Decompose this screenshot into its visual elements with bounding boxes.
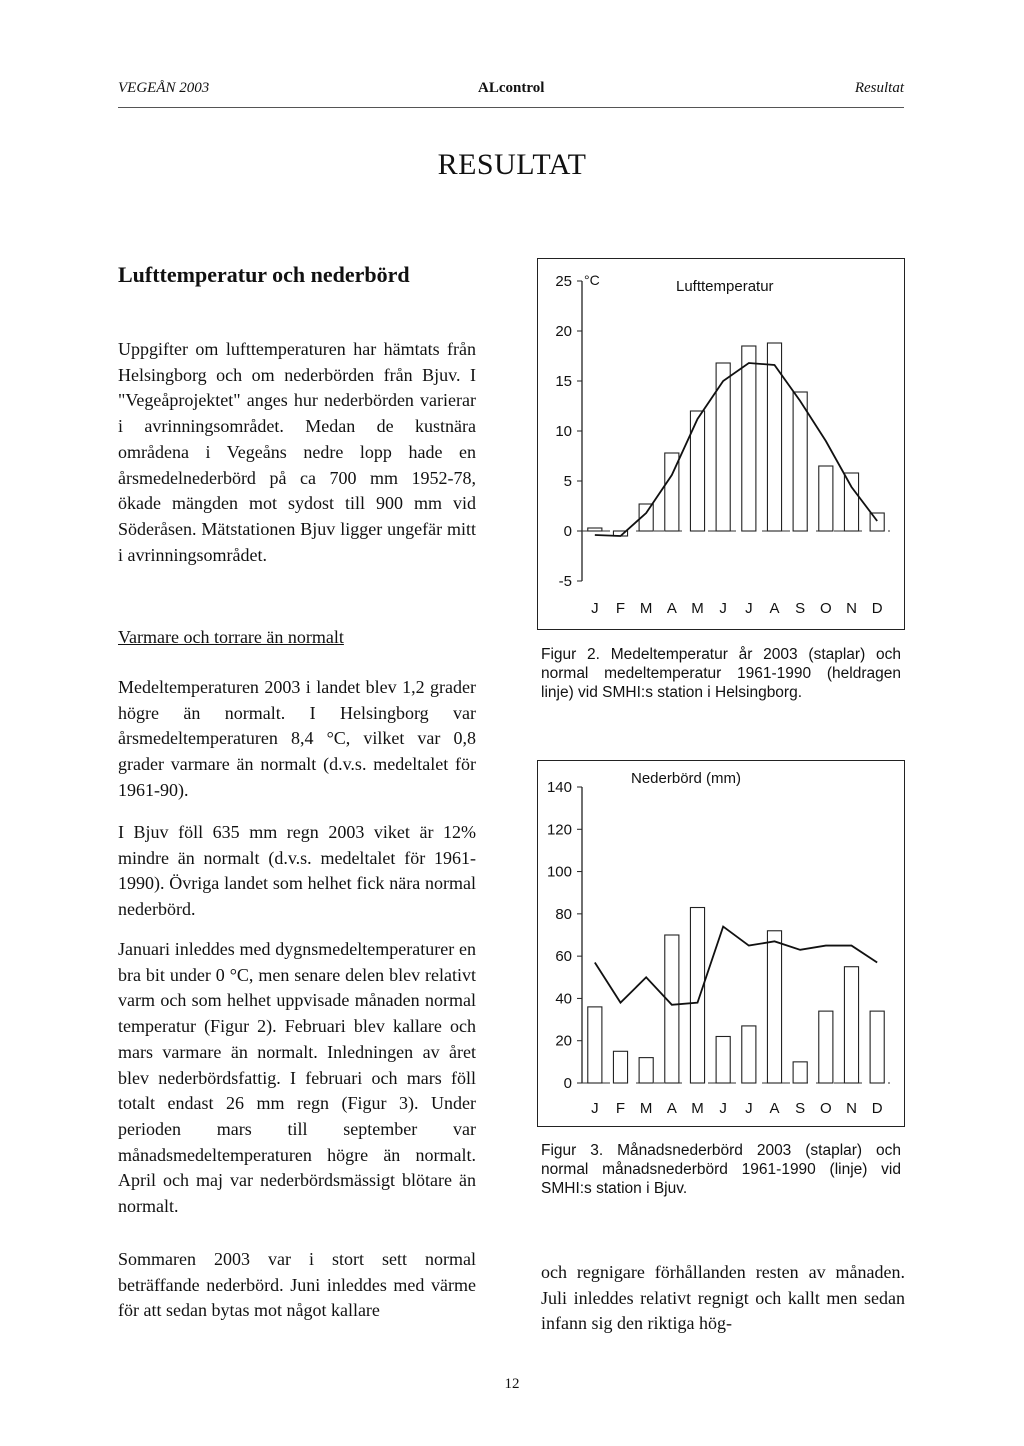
paragraph-1: Uppgifter om lufttemperaturen har hämtats från Helsingborg och om nederbörden från Bjuv. I "Vegeåprojektet" anges hur nederbörden varierar i avrinningsområdet. Medan de kustnära områdena i Vegeåns nedre lopp hade en årsmedelnederbörd på ca 700 mm 1952-78, ökade mängden mot sydost till 900 mm vid Söderåsen. Mätstationen Bjuv ligger ungefär mitt i avrinningsområdet. (118, 339, 476, 565)
month-label: M (691, 600, 704, 617)
month-label: A (769, 1100, 780, 1117)
month-label: A (666, 1100, 677, 1117)
paragraph-3: I Bjuv föll 635 mm regn 2003 viket är 12% mindre än normalt (d.v.s. medeltalet för 1961-1990). Övriga landet som helhet fick nära normal nederbörd. (118, 822, 476, 920)
section-heading: Lufttemperatur och nederbörd (118, 262, 410, 287)
y-tick-label: 25 (555, 273, 572, 290)
header-left: VEGEÅN 2003 (118, 80, 210, 96)
y-tick-label: 15 (555, 373, 572, 390)
bar (844, 967, 858, 1083)
y-tick-label: 20 (555, 1032, 572, 1050)
subheading: Varmare och torrare än normalt (118, 627, 344, 647)
month-label: N (846, 600, 857, 617)
month-label: M (639, 1100, 653, 1117)
month-label: S (795, 600, 806, 617)
figure-temperature (537, 258, 905, 630)
paragraph-5: Sommaren 2003 var i stort sett normal beträffande nederbörd. Juni inleddes med värme för att sedan bytas mot något kallare (118, 1249, 476, 1321)
bar (793, 1062, 807, 1083)
paragraph-2: Medeltemperaturen 2003 i landet blev 1,2 grader högre än normalt. I Helsingborg var årsmedeltemperaturen 8,4 °C, vilket var 0,8 grader varmare än normalt (d.v.s. medeltalet för 1961-90). (118, 677, 476, 800)
bar (639, 1058, 653, 1083)
chart-title: Nederbörd (mm) (631, 770, 742, 787)
precipitation-chart (538, 761, 904, 1126)
y-tick-label: 20 (555, 323, 572, 340)
month-label: N (846, 1100, 857, 1117)
y-tick-label: 120 (546, 821, 572, 839)
month-label: J (745, 1100, 753, 1117)
page-number: 12 (504, 1376, 520, 1392)
bar (665, 935, 679, 1083)
header-center: ALcontrol (478, 80, 545, 96)
paragraph-4: Januari inleddes med dygnsmedeltemperaturer en bra bit under 0 °C, men senare delen blev relativt varm och som helhet uppvisade månaden normal temperatur (Figur 2). Februari blev kallare och mars varmare än normalt. Inledningen av året blev nederbördsfattig. I februari och mars föll totalt endast 26 mm regn (Figur 3). Under perioden mars till september var månadsmedeltemperaturen högre än normalt. April och maj var nederbördsmässigt blötare än normalt. (118, 939, 476, 1217)
paragraph-6: och regnigare förhållanden resten av månaden. Juli inleddes relativt regnigt och kallt men sedan infann sig den riktiga hög- (541, 1262, 905, 1334)
bar (793, 392, 807, 531)
month-label: O (819, 1100, 832, 1117)
bar (588, 1007, 602, 1083)
header-right: Resultat (854, 80, 904, 96)
bar (742, 346, 756, 531)
month-label: D (871, 1100, 883, 1117)
bar (819, 1011, 833, 1083)
month-label: A (769, 600, 780, 617)
month-label: J (745, 600, 753, 617)
bar (742, 1026, 756, 1083)
y-tick-label: 100 (546, 863, 572, 881)
month-label: O (819, 600, 832, 617)
y-tick-label: 0 (563, 523, 572, 540)
figure3-caption: Figur 3. Månadsnederbörd 2003 (staplar) och normal månadsnederbörd 1961-1990 (linje) vid SMHI:s station i Bjuv. (541, 1142, 901, 1197)
bar (819, 466, 833, 531)
bar (844, 473, 858, 531)
y-tick-label: 80 (555, 905, 572, 923)
month-label: S (795, 1100, 806, 1117)
y-tick-label: 60 (555, 948, 572, 966)
bar (690, 908, 704, 1083)
y-tick-label: 40 (555, 990, 572, 1008)
y-tick-label: 0 (563, 1075, 572, 1092)
y-tick-label: 5 (563, 473, 572, 490)
y-tick-label: 140 (546, 779, 572, 796)
bar (613, 1051, 627, 1083)
normal-line (595, 363, 877, 536)
figure2-caption: Figur 2. Medeltemperatur år 2003 (staplar) och normal medeltemperatur 1961-1990 (heldragen linje) vid SMHI:s station i Helsingborg. (541, 646, 901, 701)
header-rule (118, 107, 904, 108)
month-label: M (639, 600, 653, 617)
month-label: F (615, 1100, 626, 1117)
month-label: D (871, 600, 883, 617)
month-label: M (691, 1100, 704, 1117)
bar (588, 528, 602, 531)
normal-line (595, 927, 877, 1005)
month-label: A (666, 600, 677, 617)
unit-label: °C (584, 272, 600, 288)
month-label: J (719, 1100, 727, 1117)
figure-precipitation (537, 760, 905, 1127)
y-tick-label: -5 (558, 573, 572, 590)
bar (870, 1011, 884, 1083)
chart-title: Lufttemperatur (676, 278, 774, 295)
page-title: RESULTAT (437, 148, 587, 181)
month-label: J (719, 600, 727, 617)
y-tick-label: 10 (555, 423, 572, 440)
bar (716, 1036, 730, 1083)
month-label: J (591, 600, 599, 617)
bar (767, 931, 781, 1083)
temperature-chart (538, 259, 904, 629)
month-label: F (615, 600, 626, 617)
month-label: J (591, 1100, 599, 1117)
